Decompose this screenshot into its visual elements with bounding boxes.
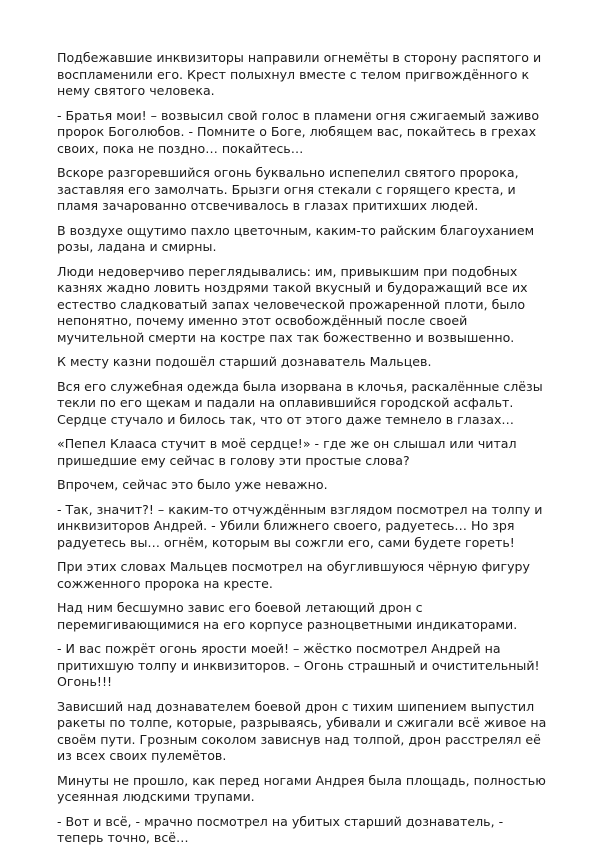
paragraph-14: Зависший над дознавателем боевой дрон с тихим шипением выпустил ракеты по толпе, которые, разрываясь, убивали и сжигали всё живое на своём пути. Грозным соколом зависнув над толпой, дрон расстрелял её из всех своих пулемётов. (57, 698, 547, 763)
paragraph-3: Вскоре разгоревшийся огонь буквально испепелил святого пророка, заставляя его замолчать. Брызги огня стекали с горящего креста, и пламя зачарованно отсвечивалось в глазах притихших людей. (57, 165, 519, 213)
paragraph-11: При этих словах Мальцев посмотрел на обуглившуюся чёрную фигуру сожженного пророка на кресте. (57, 559, 530, 591)
document-page (57, 50, 547, 855)
paragraph-2: - Братья мои! – возвысил свой голос в пламени огня сжигаемый заживо пророк Боголюбов. - Помните о Боге, любящем вас, покайтесь в грехах своих, пока не поздно… покайтесь… (57, 107, 540, 156)
paragraph-10: - Так, значит?! – каким-то отчуждённым взглядом посмотрел на толпу и инквизиторов Андрей. - Убили ближнего своего, радуетесь… Но зря радуетесь вы… огнём, которым вы сожгли его, сами будете гореть! (57, 501, 543, 550)
paragraph-1: Подбежавшие инквизиторы направили огнемёты в сторону распятого и воспламенили его. Крест полыхнул вместе с телом пригвождённого к нему святого человека. (57, 50, 542, 98)
paragraph-7: Вся его служебная одежда была изорвана в клочья, раскалённые слёзы текли по его щекам и падали на оплавившийся городской асфальт. Сердце стучало и билось так, что от этого даже темнело в глазах… (57, 378, 543, 427)
paragraph-13: - И вас пожрёт огонь ярости моей! – жёстко посмотрел Андрей на притихшую толпу и инквизиторов. – Огонь страшный и очистительный! Огонь!!! (57, 641, 540, 689)
paragraph-9: Впрочем, сейчас это было уже неважно. (57, 477, 328, 492)
paragraph-5: Люди недоверчиво переглядывались: им, привыкшим при подобных казнях жадно ловить ноздрями такой вкусный и будоражащий все их естество сладковатый запах человеческой прожаренной плоти, было непонятно, почему именно этот освобождённый после своей мучительной смерти на костре пах так божественно и возвышенно. (57, 263, 528, 345)
paragraph-4: В воздухе ощутимо пахло цветочным, каким-то райским благоуханием розы, ладана и смирны. (57, 222, 535, 254)
paragraph-6: К месту казни подошёл старший дознаватель Мальцев. (57, 354, 432, 369)
paragraph-8: «Пепел Клааса стучит в моё сердце!» - где же он слышал или читал пришедшие ему сейчас в голову эти простые слова? (57, 436, 517, 468)
paragraph-16: - Вот и всё, - мрачно посмотрел на убитых старший дознаватель, - теперь точно, всё… (57, 813, 504, 845)
paragraph-12: Над ним бесшумно завис его боевой летающий дрон с перемигивающимися на его корпусе разноцветными индикаторами. (57, 600, 518, 632)
paragraph-15: Минуты не прошло, как перед ногами Андрея была площадь, полностью усеянная людскими трупами. (57, 772, 546, 804)
